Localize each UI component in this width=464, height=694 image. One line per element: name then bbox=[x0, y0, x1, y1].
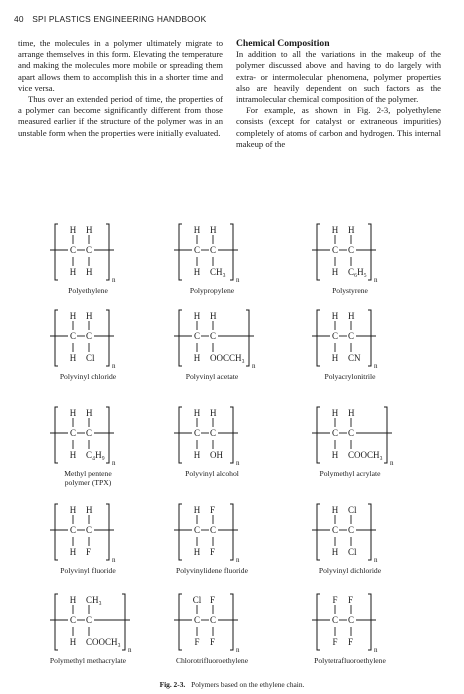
substituent-bottom-right: C₄H₉ bbox=[86, 450, 105, 460]
substituent-bottom-left: H bbox=[331, 450, 339, 460]
structural-formula bbox=[28, 405, 148, 467]
structural-formula bbox=[290, 592, 410, 654]
carbon-atom: C bbox=[209, 245, 217, 255]
left-text-column bbox=[18, 38, 223, 139]
carbon-atom: C bbox=[347, 428, 355, 438]
right-bracket bbox=[384, 407, 387, 463]
left-bracket bbox=[317, 504, 320, 560]
polymer-structure bbox=[28, 405, 148, 488]
substituent-top-left: Cl bbox=[192, 595, 202, 605]
substituent-bottom-right: F bbox=[210, 637, 216, 647]
carbon-atom: C bbox=[331, 245, 339, 255]
carbon-atom: C bbox=[69, 428, 77, 438]
substituent-top-right: H bbox=[348, 311, 355, 321]
carbon-atom: C bbox=[69, 525, 77, 535]
structural-formula bbox=[290, 405, 410, 467]
polymer-structure bbox=[28, 222, 148, 295]
left-bracket bbox=[179, 407, 182, 463]
right-bracket bbox=[106, 504, 109, 560]
repeat-subscript: n bbox=[236, 459, 240, 467]
carbon-atom: C bbox=[347, 245, 355, 255]
substituent-top-left: F bbox=[332, 595, 338, 605]
structural-formula bbox=[290, 222, 410, 284]
carbon-atom: C bbox=[347, 525, 355, 535]
repeat-subscript: n bbox=[374, 556, 378, 564]
carbon-atom: C bbox=[85, 428, 93, 438]
substituent-top-left: H bbox=[193, 408, 201, 418]
carbon-atom: C bbox=[85, 525, 93, 535]
substituent-top-left: H bbox=[69, 595, 77, 605]
polymer-name: Polystyrene bbox=[332, 286, 368, 295]
substituent-bottom-right: Cl bbox=[86, 353, 95, 363]
carbon-atom: C bbox=[331, 525, 339, 535]
left-bracket bbox=[55, 407, 58, 463]
substituent-bottom-left: H bbox=[331, 353, 339, 363]
substituent-bottom-left: H bbox=[69, 547, 77, 557]
structural-formula bbox=[152, 502, 272, 564]
substituent-bottom-left: H bbox=[69, 450, 77, 460]
repeat-subscript: n bbox=[236, 556, 240, 564]
substituent-top-right: F bbox=[210, 505, 216, 515]
polymer-name: Polyvinyl acetate bbox=[185, 372, 239, 381]
polymer-name: Polyvinyl alcohol bbox=[185, 469, 239, 478]
polymer-name: Polymethyl methacrylate bbox=[49, 656, 127, 665]
substituent-top-right: H bbox=[210, 311, 217, 321]
right-bracket bbox=[246, 310, 249, 366]
polymer-structure bbox=[152, 222, 272, 295]
right-paragraph-1: In addition to all the variations in the makeup of the polymer discussed above and having to do largely with extra- or intermolecular phenomena, polymer properties also are heavily dependent on such factors as the intramolecular chemical composition of the polymer. bbox=[236, 49, 441, 105]
carbon-atom: C bbox=[209, 428, 217, 438]
right-bracket bbox=[106, 407, 109, 463]
carbon-atom: C bbox=[85, 331, 93, 341]
carbon-atom: C bbox=[347, 331, 355, 341]
substituent-bottom-right: COOCH₃ bbox=[86, 637, 121, 647]
substituent-bottom-left: H bbox=[193, 547, 201, 557]
substituent-top-left: H bbox=[69, 505, 77, 515]
carbon-atom: C bbox=[347, 615, 355, 625]
polymer-structure bbox=[152, 405, 272, 478]
carbon-atom: C bbox=[85, 245, 93, 255]
right-bracket bbox=[106, 224, 109, 280]
carbon-atom: C bbox=[193, 428, 201, 438]
substituent-top-right: F bbox=[210, 595, 216, 605]
substituent-bottom-right: F bbox=[86, 547, 92, 557]
substituent-top-right: H bbox=[86, 408, 93, 418]
substituent-top-left: H bbox=[331, 408, 339, 418]
substituent-bottom-right: Cl bbox=[348, 547, 357, 557]
carbon-atom: C bbox=[69, 615, 77, 625]
substituent-bottom-left: H bbox=[69, 637, 77, 647]
carbon-atom: C bbox=[85, 615, 93, 625]
substituent-bottom-left: F bbox=[332, 637, 338, 647]
substituent-bottom-left: H bbox=[193, 450, 201, 460]
structural-formula bbox=[28, 222, 148, 284]
substituent-top-right: H bbox=[210, 225, 217, 235]
book-title: SPI PLASTICS ENGINEERING HANDBOOK bbox=[32, 14, 207, 24]
left-paragraph-1: time, the molecules in a polymer ultimately migrate to arrange themselves in this form. Elevating the temperature and making the molecules more mobile or spreading them apart allows them to accomplish this in a shorter time and vice versa. bbox=[18, 38, 223, 93]
figure-caption-label: Fig. 2-3. bbox=[159, 680, 186, 689]
polymer-name: Polyvinyl fluoride bbox=[60, 566, 116, 575]
left-bracket bbox=[55, 224, 58, 280]
right-bracket bbox=[122, 594, 125, 650]
carbon-atom: C bbox=[331, 331, 339, 341]
left-bracket bbox=[179, 224, 182, 280]
polymer-name: Methyl pentene polymer (TPX) bbox=[64, 469, 112, 488]
substituent-top-right: H bbox=[210, 408, 217, 418]
polymer-name: Polyvinyl chloride bbox=[59, 372, 117, 381]
substituent-bottom-left: F bbox=[194, 637, 200, 647]
carbon-atom: C bbox=[209, 615, 217, 625]
substituent-bottom-left: H bbox=[69, 267, 77, 277]
substituent-top-left: H bbox=[193, 311, 201, 321]
structural-formula bbox=[152, 405, 272, 467]
substituent-top-left: H bbox=[193, 505, 201, 515]
polymer-structure bbox=[290, 308, 410, 381]
structural-formula bbox=[152, 592, 272, 654]
polymer-name: Polyethylene bbox=[68, 286, 108, 295]
substituent-top-right: H bbox=[348, 408, 355, 418]
structural-formula bbox=[152, 308, 272, 370]
substituent-top-left: H bbox=[331, 505, 339, 515]
repeat-subscript: n bbox=[236, 276, 240, 284]
left-bracket bbox=[317, 594, 320, 650]
right-text-column bbox=[236, 38, 441, 150]
left-bracket bbox=[55, 310, 58, 366]
repeat-subscript: n bbox=[128, 646, 132, 654]
right-bracket bbox=[368, 224, 371, 280]
substituent-top-left: H bbox=[69, 408, 77, 418]
substituent-top-right: H bbox=[86, 225, 93, 235]
left-bracket bbox=[317, 224, 320, 280]
left-bracket bbox=[179, 310, 182, 366]
structural-formula bbox=[290, 308, 410, 370]
substituent-bottom-right: CH₃ bbox=[210, 267, 226, 277]
carbon-atom: C bbox=[69, 331, 77, 341]
structural-formula bbox=[290, 502, 410, 564]
substituent-bottom-left: H bbox=[193, 353, 201, 363]
repeat-subscript: n bbox=[374, 276, 378, 284]
carbon-atom: C bbox=[209, 331, 217, 341]
carbon-atom: C bbox=[331, 615, 339, 625]
right-bracket bbox=[230, 407, 233, 463]
polymer-structure bbox=[152, 592, 272, 665]
substituent-top-right: Cl bbox=[348, 505, 357, 515]
polymer-structure bbox=[28, 502, 148, 575]
substituent-top-right: CH₃ bbox=[86, 595, 102, 605]
right-paragraph-2: For example, as shown in Fig. 2-3, polyethylene consists (except for catalyst or extraneous impurities) completely of atoms of carbon and hydrogen. This internal makeup of the bbox=[236, 105, 441, 149]
left-paragraph-2: Thus over an extended period of time, the properties of a polymer can become significantly different from those measured earlier if the structure of the polymer was in an unstable form when the properties were initially evaluated. bbox=[18, 94, 223, 138]
substituent-top-left: H bbox=[331, 225, 339, 235]
carbon-atom: C bbox=[69, 245, 77, 255]
substituent-bottom-right: OH bbox=[210, 450, 223, 460]
substituent-bottom-left: H bbox=[193, 267, 201, 277]
right-bracket bbox=[106, 310, 109, 366]
substituent-top-right: F bbox=[348, 595, 354, 605]
substituent-bottom-left: H bbox=[69, 353, 77, 363]
substituent-bottom-right: F bbox=[348, 637, 354, 647]
polymer-name: Polymethyl acrylate bbox=[319, 469, 381, 478]
substituent-bottom-left: H bbox=[331, 547, 339, 557]
polymer-name: Polyvinyl dichloride bbox=[318, 566, 382, 575]
substituent-top-left: H bbox=[69, 311, 77, 321]
substituent-bottom-left: H bbox=[331, 267, 339, 277]
substituent-bottom-right: F bbox=[210, 547, 216, 557]
carbon-atom: C bbox=[193, 615, 201, 625]
repeat-subscript: n bbox=[374, 362, 378, 370]
structural-formula bbox=[28, 502, 148, 564]
repeat-subscript: n bbox=[236, 646, 240, 654]
carbon-atom: C bbox=[193, 245, 201, 255]
polymer-structure bbox=[290, 502, 410, 575]
substituent-top-right: H bbox=[86, 505, 93, 515]
polymer-name: Chlorotrifluoroethylene bbox=[175, 656, 249, 665]
right-bracket bbox=[368, 594, 371, 650]
carbon-atom: C bbox=[209, 525, 217, 535]
left-bracket bbox=[55, 504, 58, 560]
left-bracket bbox=[317, 310, 320, 366]
right-bracket bbox=[368, 310, 371, 366]
polymer-structure bbox=[152, 308, 272, 381]
left-bracket bbox=[179, 504, 182, 560]
substituent-bottom-right: C₆H₅ bbox=[348, 267, 367, 277]
structural-formula bbox=[28, 308, 148, 370]
repeat-subscript: n bbox=[112, 459, 116, 467]
polymer-structure bbox=[152, 502, 272, 575]
right-bracket bbox=[230, 504, 233, 560]
polymer-structure bbox=[28, 308, 148, 381]
right-bracket bbox=[230, 224, 233, 280]
structural-formula bbox=[152, 222, 272, 284]
left-bracket bbox=[317, 407, 320, 463]
polymer-name: Polyacrylonitrile bbox=[324, 372, 376, 381]
polymer-name: Polypropylene bbox=[189, 286, 235, 295]
left-bracket bbox=[55, 594, 58, 650]
repeat-subscript: n bbox=[112, 556, 116, 564]
polymer-name: Polytetrafluoroethylene bbox=[314, 656, 386, 665]
structural-formula bbox=[28, 592, 148, 654]
substituent-top-left: H bbox=[193, 225, 201, 235]
substituent-top-right: H bbox=[348, 225, 355, 235]
substituent-bottom-right: CN bbox=[348, 353, 361, 363]
repeat-subscript: n bbox=[374, 646, 378, 654]
polymer-structure bbox=[290, 405, 410, 478]
substituent-bottom-right: H bbox=[86, 267, 93, 277]
substituent-top-left: H bbox=[331, 311, 339, 321]
right-bracket bbox=[230, 594, 233, 650]
substituent-bottom-right: OOCCH₃ bbox=[210, 353, 245, 363]
repeat-subscript: n bbox=[112, 276, 116, 284]
carbon-atom: C bbox=[331, 428, 339, 438]
figure-caption-text: Polymers based on the ethylene chain. bbox=[191, 680, 305, 689]
substituent-bottom-right: COOCH₃ bbox=[348, 450, 383, 460]
repeat-subscript: n bbox=[112, 362, 116, 370]
repeat-subscript: n bbox=[252, 362, 256, 370]
running-head bbox=[14, 14, 206, 24]
repeat-subscript: n bbox=[390, 459, 394, 467]
page-number: 40 bbox=[14, 14, 24, 24]
substituent-top-right: H bbox=[86, 311, 93, 321]
polymer-structure bbox=[290, 222, 410, 295]
carbon-atom: C bbox=[193, 525, 201, 535]
left-bracket bbox=[179, 594, 182, 650]
polymer-name: Polyvinylidene fluoride bbox=[176, 566, 248, 575]
substituent-top-left: H bbox=[69, 225, 77, 235]
carbon-atom: C bbox=[193, 331, 201, 341]
right-bracket bbox=[368, 504, 371, 560]
section-heading: Chemical Composition bbox=[236, 38, 330, 49]
polymer-structure bbox=[28, 592, 148, 665]
polymer-structure bbox=[290, 592, 410, 665]
figure-caption bbox=[0, 680, 464, 689]
